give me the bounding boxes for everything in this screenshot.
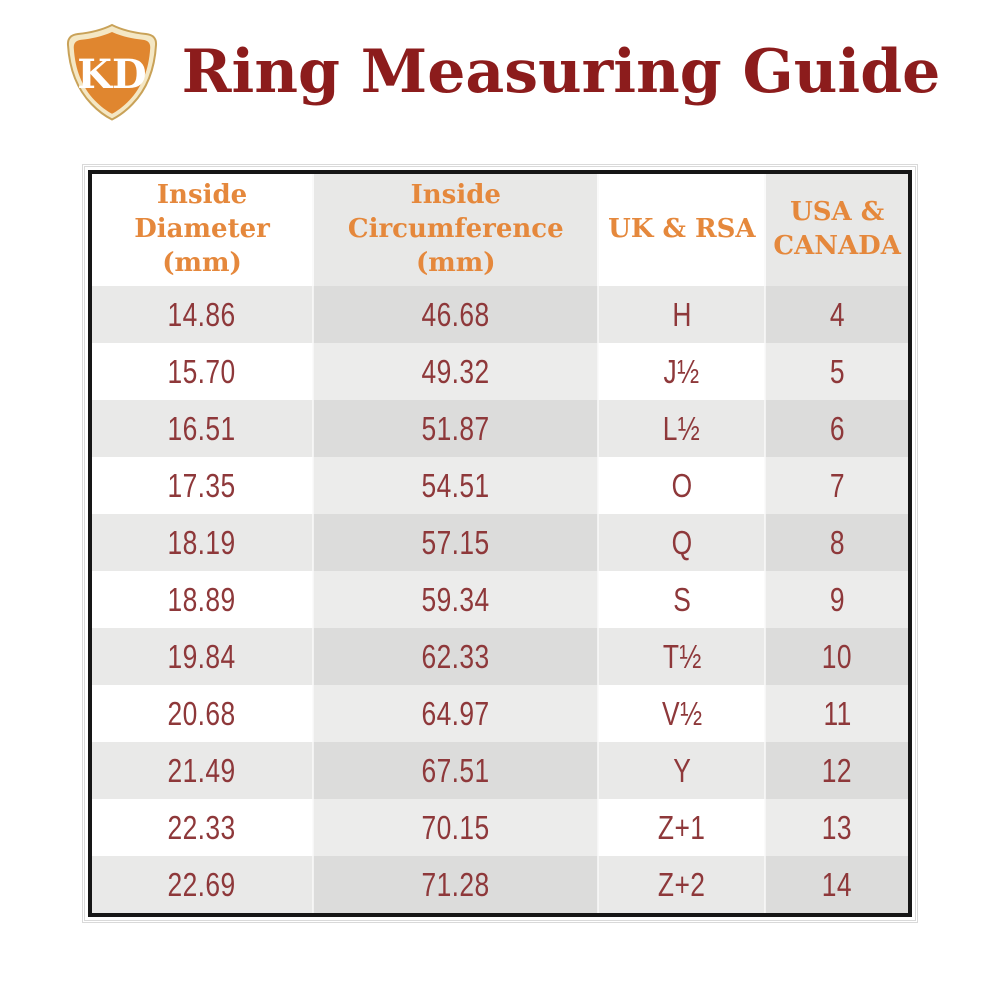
header-inside-circumference: Inside Circumference (mm) <box>313 172 598 286</box>
table-cell: 49.32 <box>313 343 598 400</box>
table-cell: 19.84 <box>90 628 313 685</box>
table-cell: 11 <box>765 685 910 742</box>
kd-logo-text: KD <box>76 51 147 98</box>
table-cell: 59.34 <box>313 571 598 628</box>
table-cell: S <box>598 571 765 628</box>
table-cell: 20.68 <box>90 685 313 742</box>
table-cell: V½ <box>598 685 765 742</box>
table-cell: Y <box>598 742 765 799</box>
table-row <box>90 514 910 571</box>
table-cell: 54.51 <box>313 457 598 514</box>
table-cell: 14 <box>765 856 910 915</box>
table-row <box>90 571 910 628</box>
table-row <box>90 685 910 742</box>
table-cell: 4 <box>765 286 910 343</box>
table-cell: 62.33 <box>313 628 598 685</box>
table-cell: 18.89 <box>90 571 313 628</box>
table-cell: T½ <box>598 628 765 685</box>
table-cell: 67.51 <box>313 742 598 799</box>
table-cell: 18.19 <box>90 514 313 571</box>
table-cell: 15.70 <box>90 343 313 400</box>
table-cell: 71.28 <box>313 856 598 915</box>
table-cell: 8 <box>765 514 910 571</box>
table-cell: 22.69 <box>90 856 313 915</box>
header-uk-rsa: UK & RSA <box>598 172 765 286</box>
table-cell: 64.97 <box>313 685 598 742</box>
table-cell: O <box>598 457 765 514</box>
table-cell: Q <box>598 514 765 571</box>
table-cell: 21.49 <box>90 742 313 799</box>
table-cell: 5 <box>765 343 910 400</box>
table-cell: H <box>598 286 765 343</box>
kd-shield-icon <box>60 22 164 128</box>
table-cell: 9 <box>765 571 910 628</box>
table-cell: J½ <box>598 343 765 400</box>
ring-size-table-frame <box>82 164 918 923</box>
table-row <box>90 742 910 799</box>
table-cell: 57.15 <box>313 514 598 571</box>
table-row <box>90 628 910 685</box>
table-cell: 70.15 <box>313 799 598 856</box>
table-row <box>90 400 910 457</box>
header-usa-canada: USA & CANADA <box>765 172 910 286</box>
table-row <box>90 856 910 915</box>
header-inside-diameter: Inside Diameter (mm) <box>90 172 313 286</box>
table-row <box>90 457 910 514</box>
table-cell: 17.35 <box>90 457 313 514</box>
table-cell: 22.33 <box>90 799 313 856</box>
table-cell: 16.51 <box>90 400 313 457</box>
table-header <box>90 172 910 286</box>
table-row <box>90 286 910 343</box>
page-title: Ring Measuring Guide <box>181 37 941 107</box>
table-cell: 14.86 <box>90 286 313 343</box>
table-cell: Z+1 <box>598 799 765 856</box>
table-cell: 7 <box>765 457 910 514</box>
table-cell: 46.68 <box>313 286 598 343</box>
table-cell: 13 <box>765 799 910 856</box>
table-cell: Z+2 <box>598 856 765 915</box>
table-body <box>90 286 910 915</box>
table-cell: 12 <box>765 742 910 799</box>
table-row <box>90 343 910 400</box>
table-cell: 6 <box>765 400 910 457</box>
kd-logo <box>60 22 164 128</box>
brand-header <box>0 20 1000 130</box>
table-cell: L½ <box>598 400 765 457</box>
table-row <box>90 799 910 856</box>
ring-size-table <box>88 170 912 917</box>
table-cell: 10 <box>765 628 910 685</box>
table-cell: 51.87 <box>313 400 598 457</box>
